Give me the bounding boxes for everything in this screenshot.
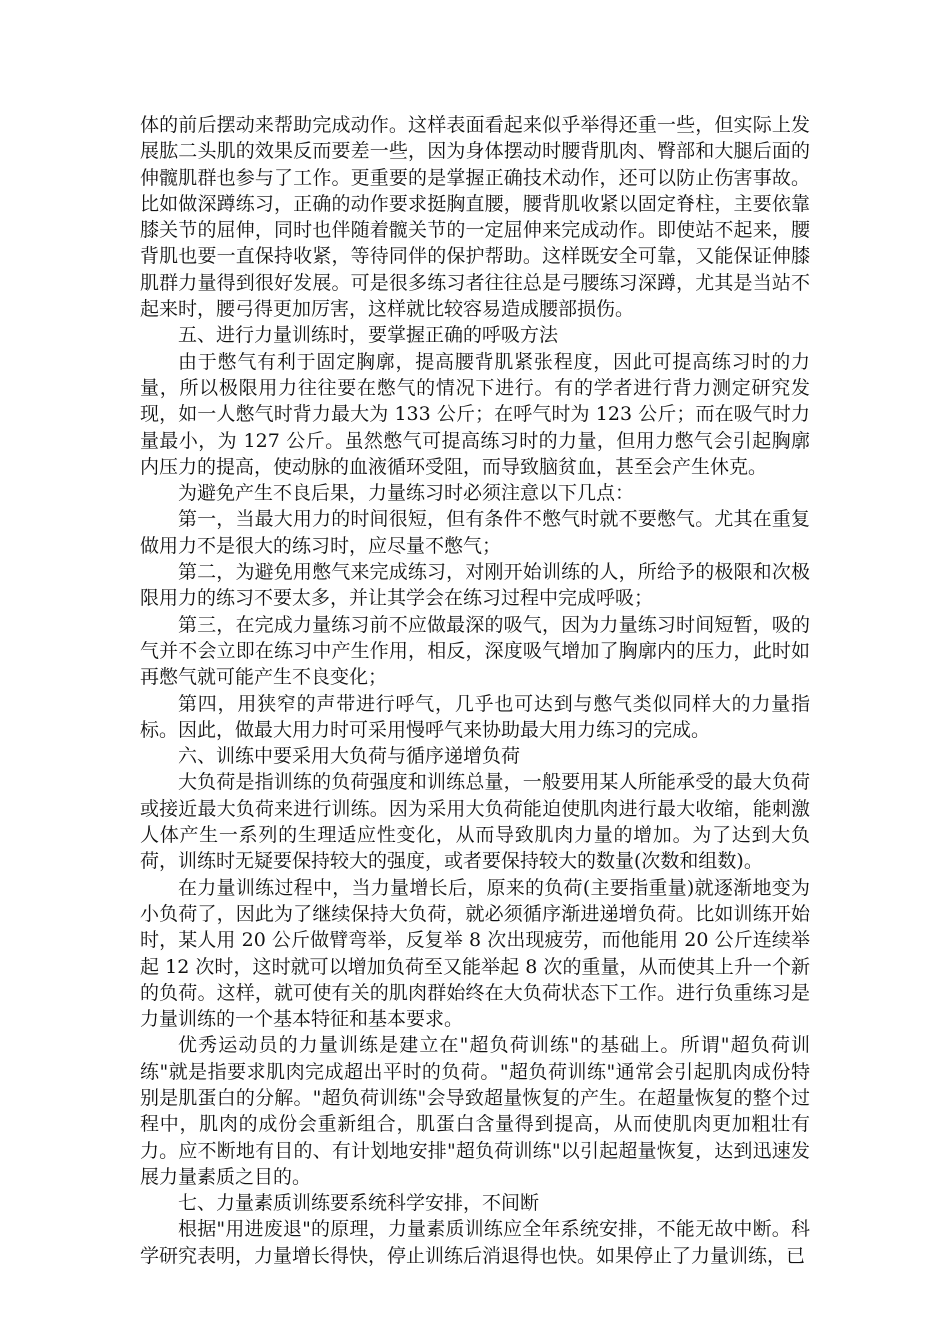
- section-heading-6: 六、训练中要采用大负荷与循序递增负荷: [178, 745, 521, 768]
- paragraph-point-4: 第四，用狭窄的声带进行呼气，几乎也可达到与憋气类似同样大的力量指标。因此，做最大用力时可采用慢呼气来协助最大用力练习的完成。: [140, 692, 810, 741]
- paragraph-breath-holding: 由于憋气有利于固定胸廓，提高腰背肌紧张程度，因此可提高练习时的力量，所以极限用力往往要在憋气的情况下进行。有的学者进行背力测定研究发现，如一人憋气时背力最大为 133 公斤；在呼气时为 123 公斤；而在吸气时力量最小，为 127 公斤。虽然憋气可提高练习时的力量，但用力憋气会引起胸廓内压力的提高，使动脉的血液循环受阻，而导致脑贫血，甚至会产生休克。: [140, 350, 810, 478]
- paragraph-heavy-load: 大负荷是指训练的负荷强度和训练总量，一般要用某人所能承受的最大负荷或接近最大负荷来进行训练。因为采用大负荷能迫使肌肉进行最大收缩，能刺激人体产生一系列的生理适应性变化，从而导致肌肉力量的增加。为了达到大负荷，训练时无疑要保持较大的强度，或者要保持较大的数量(次数和组数)。: [140, 771, 810, 873]
- document-page: [140, 112, 810, 1269]
- paragraph-point-3: 第三，在完成力量练习前不应做最深的吸气，因为力量练习时间短暂，吸的气并不会立即在练习中产生作用，相反，深度吸气增加了胸廓内的压力，此时如再憋气就可能产生不良变化；: [140, 613, 810, 689]
- paragraph-progressive-load: 在力量训练过程中，当力量增长后，原来的负荷(主要指重量)就逐渐地变为小负荷了，因此为了继续保持大负荷，就必须循序渐进递增负荷。比如训练开始时，某人用 20 公斤做臂弯举，反复举 8 次出现疲劳，而他能用 20 公斤连续举起 12 次时，这时就可以增加负荷至又能举起 8 次的重量，从而使其上升一个新的负荷。这样，就可使有关的肌肉群始终在大负荷状态下工作。进行负重练习是力量训练的一个基本特征和基本要求。: [140, 876, 810, 1031]
- paragraph-use-it-or-lose-it: 根据"用进废退"的原理，力量素质训练应全年系统安排，不能无故中断。科学研究表明，力量增长得快，停止训练后消退得也快。如果停止了力量训练，已: [140, 1218, 810, 1267]
- section-heading-7: 七、力量素质训练要系统科学安排，不间断: [178, 1192, 540, 1215]
- paragraph-continuation: 体的前后摆动来帮助完成动作。这样表面看起来似乎举得还重一些，但实际上发展肱二头肌的效果反而要差一些，因为身体摆动时腰背肌肉、臀部和大腿后面的伸髋肌群也参与了工作。更重要的是掌握正确技术动作，还可以防止伤害事故。比如做深蹲练习，正确的动作要求挺胸直腰，腰背肌收紧以固定脊柱，主要依靠膝关节的屈伸，同时也伴随着髋关节的一定屈伸来完成动作。即使站不起来，腰背肌也要一直保持收紧，等待同伴的保护帮助。这样既安全可靠，又能保证伸膝肌群力量得到很好发展。可是很多练习者往往总是弓腰练习深蹲，尤其是当站不起来时，腰弓得更加厉害，这样就比较容易造成腰部损伤。: [140, 114, 810, 321]
- section-heading-5: 五、进行力量训练时，要掌握正确的呼吸方法: [178, 324, 559, 347]
- paragraph-overload-training: 优秀运动员的力量训练是建立在"超负荷训练"的基础上。所谓"超负荷训练"就是指要求肌肉完成超出平时的负荷。"超负荷训练"通常会引起肌肉成份特别是肌蛋白的分解。"超负荷训练"会导致超量恢复的产生。在超量恢复的整个过程中，肌肉的成份会重新组合，肌蛋白含量得到提高，从而使肌肉更加粗壮有力。应不断地有目的、有计划地安排"超负荷训练"以引起超量恢复，达到迅速发展力量素质之目的。: [140, 1034, 810, 1188]
- paragraph-precautions-intro: 为避免产生不良后果，力量练习时必须注意以下几点：: [178, 482, 635, 505]
- paragraph-point-1: 第一，当最大用力的时间很短，但有条件不憋气时就不要憋气。尤其在重复做用力不是很大的练习时，应尽量不憋气；: [140, 508, 810, 557]
- paragraph-point-2: 第二，为避免用憋气来完成练习，对刚开始训练的人，所给予的极限和次极限用力的练习不要太多，并让其学会在练习过程中完成呼吸；: [140, 561, 810, 610]
